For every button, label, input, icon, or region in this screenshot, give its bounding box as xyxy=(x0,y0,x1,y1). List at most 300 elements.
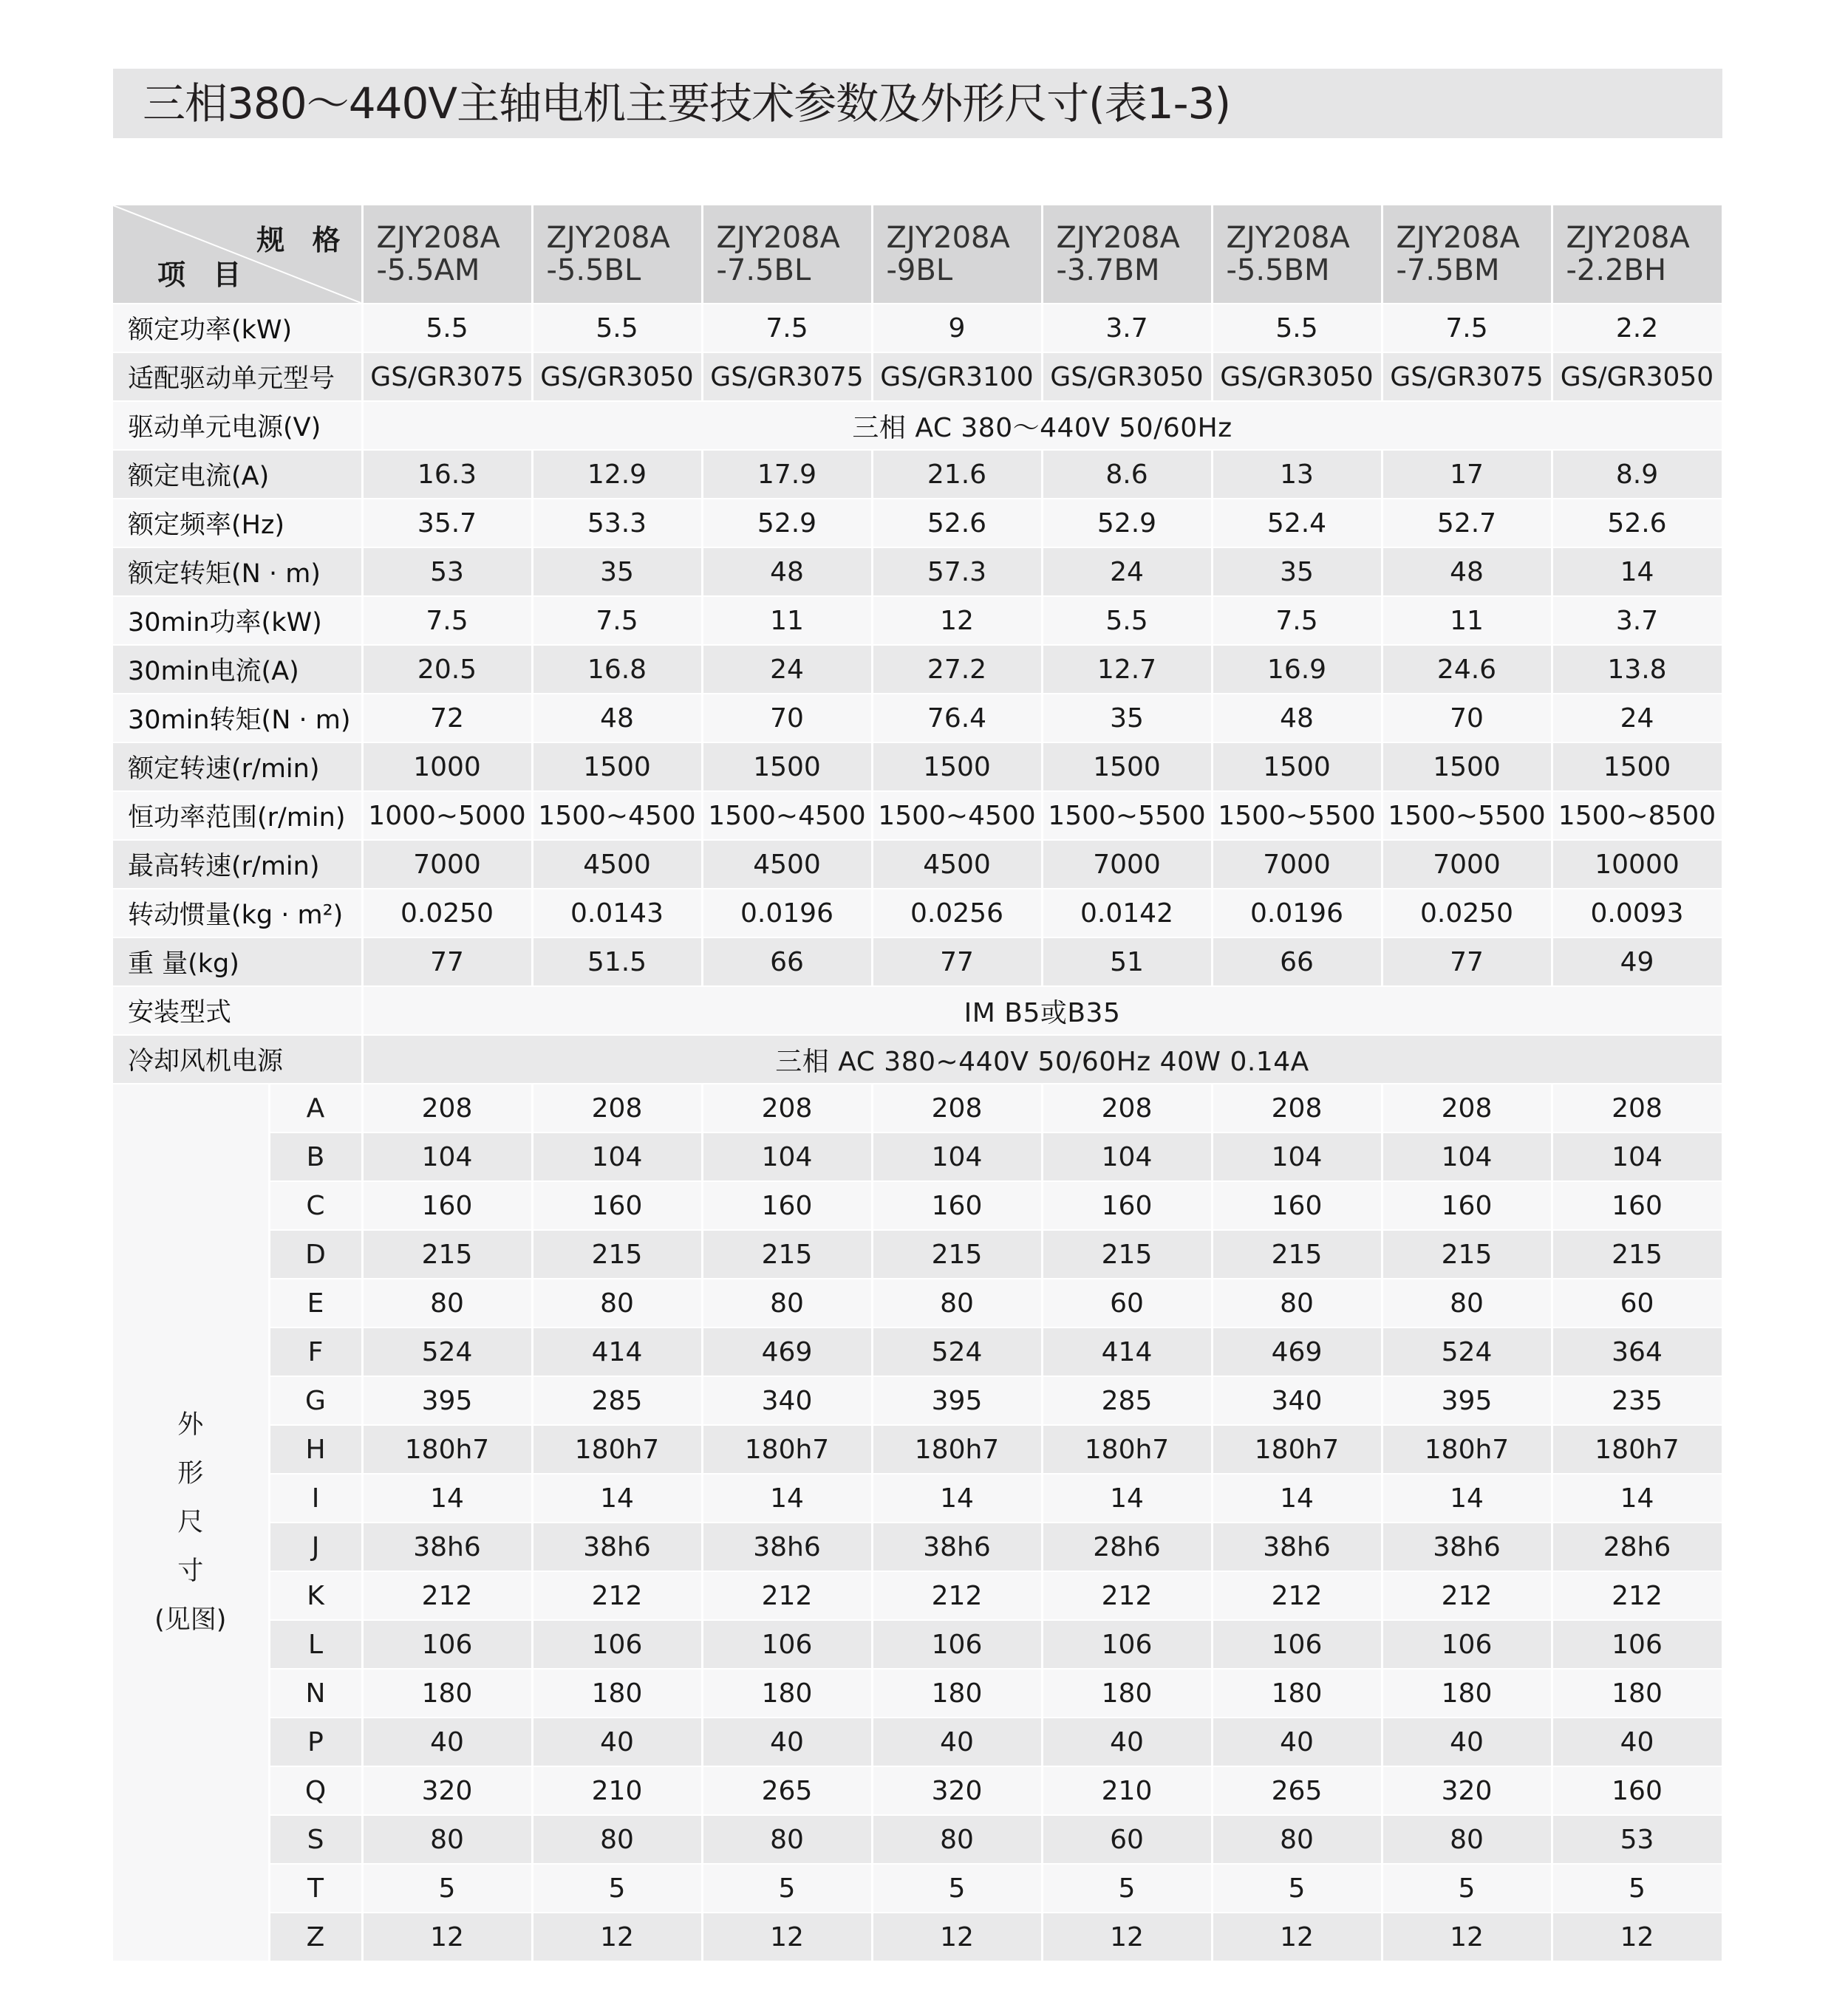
spec-row xyxy=(113,840,1722,889)
dimension-value: 160 xyxy=(1382,1181,1552,1230)
dimension-value: 38h6 xyxy=(532,1523,702,1571)
model-variant: -7.5BL xyxy=(716,253,811,287)
row-label: 额定功率(kW) xyxy=(113,304,362,352)
dimension-letter: F xyxy=(269,1328,362,1376)
row-merged-value: IM B5或B35 xyxy=(362,986,1722,1035)
spec-row xyxy=(113,1035,1722,1084)
spec-row xyxy=(113,889,1722,937)
dimension-value: 180 xyxy=(362,1669,532,1718)
dimension-value: 14 xyxy=(1212,1474,1382,1523)
dimension-value: 340 xyxy=(1212,1376,1382,1425)
cell-value: GS/GR3050 xyxy=(1212,352,1382,401)
corner-spec-label: 规 格 xyxy=(256,224,350,256)
cell-value: 52.9 xyxy=(1042,499,1212,547)
dimension-value: 160 xyxy=(1552,1181,1722,1230)
dimension-row xyxy=(113,1571,1722,1620)
dimension-value: 524 xyxy=(872,1328,1042,1376)
dimension-value: 208 xyxy=(1212,1084,1382,1132)
cell-value: 48 xyxy=(1212,694,1382,742)
dimension-value: 104 xyxy=(702,1132,872,1181)
dimension-value: 210 xyxy=(532,1766,702,1815)
cell-value: GS/GR3075 xyxy=(362,352,532,401)
dimension-letter: Z xyxy=(269,1913,362,1961)
dimension-value: 395 xyxy=(872,1376,1042,1425)
dimension-value: 40 xyxy=(532,1718,702,1766)
cell-value: 52.9 xyxy=(702,499,872,547)
dimension-value: 180h7 xyxy=(1382,1425,1552,1474)
cell-value: 11 xyxy=(1382,596,1552,645)
dimension-value: 208 xyxy=(1552,1084,1722,1132)
dimension-value: 212 xyxy=(1552,1571,1722,1620)
dimension-letter: J xyxy=(269,1523,362,1571)
cell-value: 7.5 xyxy=(362,596,532,645)
cell-value: 51 xyxy=(1042,937,1212,986)
dimension-letter: N xyxy=(269,1669,362,1718)
dimension-value: 180 xyxy=(1552,1669,1722,1718)
cell-value: 5.5 xyxy=(532,304,702,352)
model-name: ZJY208A xyxy=(1566,221,1690,255)
dimension-value: 12 xyxy=(362,1913,532,1961)
dimension-value: 160 xyxy=(702,1181,872,1230)
cell-value: 24.6 xyxy=(1382,645,1552,694)
cell-value: 3.7 xyxy=(1042,304,1212,352)
spec-row xyxy=(113,450,1722,499)
dimension-value: 14 xyxy=(702,1474,872,1523)
dimension-value: 104 xyxy=(1212,1132,1382,1181)
cell-value: 4500 xyxy=(532,840,702,889)
dimension-value: 180h7 xyxy=(1552,1425,1722,1474)
dimension-value: 180h7 xyxy=(1042,1425,1212,1474)
spec-row xyxy=(113,352,1722,401)
dimension-row xyxy=(113,1279,1722,1328)
cell-value: 76.4 xyxy=(872,694,1042,742)
cell-value: 77 xyxy=(872,937,1042,986)
dimension-value: 320 xyxy=(362,1766,532,1815)
dimension-value: 265 xyxy=(1212,1766,1382,1815)
cell-value: 52.6 xyxy=(1552,499,1722,547)
dimension-value: 80 xyxy=(872,1815,1042,1864)
cell-value: 1500 xyxy=(872,742,1042,791)
cell-value: 2.2 xyxy=(1552,304,1722,352)
cell-value: 1500~8500 xyxy=(1552,791,1722,840)
dimension-value: 80 xyxy=(1382,1279,1552,1328)
dimension-value: 38h6 xyxy=(362,1523,532,1571)
model-variant: -2.2BH xyxy=(1566,253,1667,287)
model-name: ZJY208A xyxy=(546,221,670,255)
cell-value: 7000 xyxy=(362,840,532,889)
dimension-value: 12 xyxy=(1212,1913,1382,1961)
dimension-row xyxy=(113,1132,1722,1181)
cell-value: 8.9 xyxy=(1552,450,1722,499)
dimension-letter: K xyxy=(269,1571,362,1620)
model-variant: -5.5BL xyxy=(546,253,641,287)
dimension-value: 212 xyxy=(362,1571,532,1620)
dimension-letter: B xyxy=(269,1132,362,1181)
cell-value: 7000 xyxy=(1042,840,1212,889)
cell-value: 1500 xyxy=(1552,742,1722,791)
dimension-value: 265 xyxy=(702,1766,872,1815)
dimension-value: 106 xyxy=(1042,1620,1212,1669)
dimension-value: 40 xyxy=(872,1718,1042,1766)
cell-value: 51.5 xyxy=(532,937,702,986)
cell-value: GS/GR3050 xyxy=(1552,352,1722,401)
model-variant: -9BL xyxy=(886,253,953,287)
dimension-value: 320 xyxy=(872,1766,1042,1815)
cell-value: 12 xyxy=(872,596,1042,645)
dimension-letter: S xyxy=(269,1815,362,1864)
dimension-value: 80 xyxy=(532,1815,702,1864)
cell-value: 53 xyxy=(362,547,532,596)
dimension-row xyxy=(113,1815,1722,1864)
dimension-value: 5 xyxy=(1212,1864,1382,1913)
dimension-value: 80 xyxy=(872,1279,1042,1328)
dimension-group-char: 尺 xyxy=(177,1508,204,1537)
dimension-value: 14 xyxy=(1382,1474,1552,1523)
cell-value: 1000~5000 xyxy=(362,791,532,840)
cell-value: 16.8 xyxy=(532,645,702,694)
cell-value: 20.5 xyxy=(362,645,532,694)
cell-value: 24 xyxy=(702,645,872,694)
dimension-row xyxy=(113,1181,1722,1230)
row-merged-value: 三相 AC 380~440V 50/60Hz 40W 0.14A xyxy=(362,1035,1722,1084)
cell-value: 27.2 xyxy=(872,645,1042,694)
model-name: ZJY208A xyxy=(886,221,1010,255)
cell-value: 1000 xyxy=(362,742,532,791)
cell-value: 49 xyxy=(1552,937,1722,986)
dimension-value: 80 xyxy=(532,1279,702,1328)
dimension-value: 215 xyxy=(1382,1230,1552,1279)
dimension-value: 38h6 xyxy=(872,1523,1042,1571)
model-variant: -7.5BM xyxy=(1396,253,1500,287)
dimension-value: 5 xyxy=(872,1864,1042,1913)
row-label: 驱动单元电源(V) xyxy=(113,401,362,450)
dimension-value: 12 xyxy=(532,1913,702,1961)
cell-value: 0.0143 xyxy=(532,889,702,937)
cell-value: 14 xyxy=(1552,547,1722,596)
spec-table-body xyxy=(113,205,1722,1961)
cell-value: 52.4 xyxy=(1212,499,1382,547)
cell-value: 1500 xyxy=(1382,742,1552,791)
dimension-value: 106 xyxy=(872,1620,1042,1669)
header-corner xyxy=(113,205,362,304)
dimension-value: 12 xyxy=(702,1913,872,1961)
dimension-value: 524 xyxy=(1382,1328,1552,1376)
dimension-value: 53 xyxy=(1552,1815,1722,1864)
cell-value: 11 xyxy=(702,596,872,645)
dimension-value: 469 xyxy=(702,1328,872,1376)
row-label: 重 量(kg) xyxy=(113,937,362,986)
dimension-value: 210 xyxy=(1042,1766,1212,1815)
row-label: 冷却风机电源 xyxy=(113,1035,362,1084)
dimension-value: 5 xyxy=(362,1864,532,1913)
cell-value: 5.5 xyxy=(362,304,532,352)
dimension-value: 212 xyxy=(1212,1571,1382,1620)
dimension-letter: T xyxy=(269,1864,362,1913)
dimension-value: 14 xyxy=(1552,1474,1722,1523)
dimension-row xyxy=(113,1718,1722,1766)
dimension-row xyxy=(113,1425,1722,1474)
dimension-value: 80 xyxy=(702,1815,872,1864)
dimension-value: 180h7 xyxy=(872,1425,1042,1474)
cell-value: 77 xyxy=(362,937,532,986)
dimension-value: 215 xyxy=(872,1230,1042,1279)
dimension-letter: L xyxy=(269,1620,362,1669)
dimension-value: 208 xyxy=(872,1084,1042,1132)
dimension-value: 160 xyxy=(532,1181,702,1230)
dimension-value: 80 xyxy=(1212,1279,1382,1328)
cell-value: 57.3 xyxy=(872,547,1042,596)
dimension-value: 104 xyxy=(1042,1132,1212,1181)
dimension-row xyxy=(113,1474,1722,1523)
cell-value: 1500~5500 xyxy=(1212,791,1382,840)
model-header-7 xyxy=(1552,205,1722,304)
cell-value: 0.0196 xyxy=(1212,889,1382,937)
row-label: 额定转速(r/min) xyxy=(113,742,362,791)
dimension-group-char: 外 xyxy=(177,1410,204,1440)
cell-value: 10000 xyxy=(1552,840,1722,889)
dimension-value: 38h6 xyxy=(1382,1523,1552,1571)
dimension-group-label xyxy=(113,1084,269,1961)
dimension-value: 320 xyxy=(1382,1766,1552,1815)
row-label: 最高转速(r/min) xyxy=(113,840,362,889)
model-header-1 xyxy=(532,205,702,304)
dimension-value: 12 xyxy=(1382,1913,1552,1961)
dimension-value: 14 xyxy=(1042,1474,1212,1523)
row-label: 转动惯量(kg · m²) xyxy=(113,889,362,937)
cell-value: 0.0142 xyxy=(1042,889,1212,937)
dimension-value: 180h7 xyxy=(702,1425,872,1474)
row-label: 额定频率(Hz) xyxy=(113,499,362,547)
cell-value: 1500 xyxy=(702,742,872,791)
dimension-value: 414 xyxy=(1042,1328,1212,1376)
model-variant: -3.7BM xyxy=(1056,253,1160,287)
cell-value: GS/GR3075 xyxy=(1382,352,1552,401)
dimension-letter: H xyxy=(269,1425,362,1474)
dimension-value: 180 xyxy=(702,1669,872,1718)
cell-value: 7.5 xyxy=(1382,304,1552,352)
dimension-value: 160 xyxy=(1212,1181,1382,1230)
dimension-value: 208 xyxy=(1042,1084,1212,1132)
dimension-letter: A xyxy=(269,1084,362,1132)
dimension-value: 12 xyxy=(1552,1913,1722,1961)
dimension-value: 208 xyxy=(1382,1084,1552,1132)
cell-value: 1500~5500 xyxy=(1382,791,1552,840)
dimension-value: 180h7 xyxy=(362,1425,532,1474)
dimension-value: 215 xyxy=(1552,1230,1722,1279)
dimension-value: 395 xyxy=(362,1376,532,1425)
cell-value: 52.6 xyxy=(872,499,1042,547)
dimension-value: 285 xyxy=(1042,1376,1212,1425)
dimension-row xyxy=(113,1376,1722,1425)
row-label: 30min转矩(N · m) xyxy=(113,694,362,742)
model-name: ZJY208A xyxy=(1396,221,1520,255)
dimension-value: 28h6 xyxy=(1042,1523,1212,1571)
cell-value: 17 xyxy=(1382,450,1552,499)
dimension-value: 60 xyxy=(1042,1279,1212,1328)
dimension-group-char: 寸 xyxy=(177,1557,204,1586)
cell-value: 52.7 xyxy=(1382,499,1552,547)
cell-value: 0.0196 xyxy=(702,889,872,937)
cell-value: 1500 xyxy=(532,742,702,791)
row-label: 30min功率(kW) xyxy=(113,596,362,645)
dimension-row xyxy=(113,1523,1722,1571)
dimension-row xyxy=(113,1620,1722,1669)
cell-value: 35 xyxy=(1212,547,1382,596)
cell-value: 7.5 xyxy=(702,304,872,352)
cell-value: 0.0250 xyxy=(362,889,532,937)
cell-value: 24 xyxy=(1042,547,1212,596)
dimension-value: 5 xyxy=(532,1864,702,1913)
dimension-value: 104 xyxy=(1382,1132,1552,1181)
spec-row xyxy=(113,937,1722,986)
dimension-value: 14 xyxy=(362,1474,532,1523)
dimension-value: 340 xyxy=(702,1376,872,1425)
cell-value: 66 xyxy=(702,937,872,986)
dimension-value: 160 xyxy=(362,1181,532,1230)
spec-row xyxy=(113,645,1722,694)
dimension-letter: D xyxy=(269,1230,362,1279)
cell-value: 12.7 xyxy=(1042,645,1212,694)
dimension-value: 80 xyxy=(362,1279,532,1328)
cell-value: 1500~4500 xyxy=(532,791,702,840)
dimension-value: 104 xyxy=(532,1132,702,1181)
model-variant: -5.5AM xyxy=(376,253,480,287)
dimension-value: 160 xyxy=(872,1181,1042,1230)
dimension-row xyxy=(113,1766,1722,1815)
dimension-value: 106 xyxy=(362,1620,532,1669)
dimension-value: 215 xyxy=(532,1230,702,1279)
dimension-letter: G xyxy=(269,1376,362,1425)
model-header-4 xyxy=(1042,205,1212,304)
dimension-value: 180 xyxy=(1042,1669,1212,1718)
cell-value: 21.6 xyxy=(872,450,1042,499)
spec-row xyxy=(113,742,1722,791)
row-label: 适配驱动单元型号 xyxy=(113,352,362,401)
cell-value: 16.9 xyxy=(1212,645,1382,694)
cell-value: 48 xyxy=(532,694,702,742)
dimension-letter: E xyxy=(269,1279,362,1328)
cell-value: GS/GR3050 xyxy=(532,352,702,401)
cell-value: 4500 xyxy=(872,840,1042,889)
dimension-letter: Q xyxy=(269,1766,362,1815)
dimension-value: 215 xyxy=(1042,1230,1212,1279)
dimension-value: 104 xyxy=(362,1132,532,1181)
dimension-value: 180h7 xyxy=(532,1425,702,1474)
dimension-value: 5 xyxy=(1382,1864,1552,1913)
spec-row xyxy=(113,694,1722,742)
cell-value: 1500~4500 xyxy=(702,791,872,840)
dimension-value: 180 xyxy=(872,1669,1042,1718)
dimension-value: 414 xyxy=(532,1328,702,1376)
dimension-value: 212 xyxy=(1042,1571,1212,1620)
cell-value: 1500 xyxy=(1042,742,1212,791)
model-name: ZJY208A xyxy=(376,221,500,255)
cell-value: 5.5 xyxy=(1212,304,1382,352)
dimension-value: 180h7 xyxy=(1212,1425,1382,1474)
dimension-value: 106 xyxy=(532,1620,702,1669)
cell-value: 66 xyxy=(1212,937,1382,986)
dimension-value: 12 xyxy=(872,1913,1042,1961)
spec-row xyxy=(113,499,1722,547)
cell-value: 0.0256 xyxy=(872,889,1042,937)
dimension-value: 212 xyxy=(872,1571,1042,1620)
row-merged-value: 三相 AC 380～440V 50/60Hz xyxy=(362,401,1722,450)
cell-value: 35.7 xyxy=(362,499,532,547)
cell-value: 8.6 xyxy=(1042,450,1212,499)
cell-value: GS/GR3075 xyxy=(702,352,872,401)
cell-value: 70 xyxy=(702,694,872,742)
dimension-value: 215 xyxy=(702,1230,872,1279)
dimension-value: 28h6 xyxy=(1552,1523,1722,1571)
spec-table xyxy=(113,205,1724,1962)
row-label: 恒功率范围(r/min) xyxy=(113,791,362,840)
model-header-2 xyxy=(702,205,872,304)
model-header-6 xyxy=(1382,205,1552,304)
dimension-value: 285 xyxy=(532,1376,702,1425)
dimension-value: 212 xyxy=(1382,1571,1552,1620)
row-label: 额定电流(A) xyxy=(113,450,362,499)
cell-value: 0.0250 xyxy=(1382,889,1552,937)
row-label: 额定转矩(N · m) xyxy=(113,547,362,596)
title-bar xyxy=(113,69,1722,138)
cell-value: 53.3 xyxy=(532,499,702,547)
dimension-value: 469 xyxy=(1212,1328,1382,1376)
dimension-row xyxy=(113,1669,1722,1718)
model-name: ZJY208A xyxy=(716,221,840,255)
dimension-value: 208 xyxy=(702,1084,872,1132)
row-label: 安装型式 xyxy=(113,986,362,1035)
dimension-value: 106 xyxy=(1552,1620,1722,1669)
dimension-value: 208 xyxy=(532,1084,702,1132)
dimension-value: 40 xyxy=(1552,1718,1722,1766)
dimension-value: 524 xyxy=(362,1328,532,1376)
dimension-group-char: 形 xyxy=(177,1459,204,1489)
dimension-value: 104 xyxy=(872,1132,1042,1181)
dimension-value: 38h6 xyxy=(1212,1523,1382,1571)
cell-value: 72 xyxy=(362,694,532,742)
spec-row xyxy=(113,596,1722,645)
dimension-value: 215 xyxy=(1212,1230,1382,1279)
dimension-value: 106 xyxy=(702,1620,872,1669)
dimension-value: 212 xyxy=(702,1571,872,1620)
cell-value: 0.0093 xyxy=(1552,889,1722,937)
dimension-row xyxy=(113,1864,1722,1913)
cell-value: 77 xyxy=(1382,937,1552,986)
cell-value: 35 xyxy=(1042,694,1212,742)
spec-row xyxy=(113,547,1722,596)
corner-item-label: 项 目 xyxy=(157,259,250,291)
model-header-3 xyxy=(872,205,1042,304)
dimension-value: 160 xyxy=(1552,1766,1722,1815)
dimension-value: 38h6 xyxy=(702,1523,872,1571)
cell-value: 1500~4500 xyxy=(872,791,1042,840)
dimension-value: 40 xyxy=(362,1718,532,1766)
dimension-value: 14 xyxy=(872,1474,1042,1523)
dimension-value: 80 xyxy=(362,1815,532,1864)
cell-value: 17.9 xyxy=(702,450,872,499)
dimension-value: 395 xyxy=(1382,1376,1552,1425)
cell-value: 12.9 xyxy=(532,450,702,499)
spec-row xyxy=(113,304,1722,352)
cell-value: 1500 xyxy=(1212,742,1382,791)
cell-value: 1500~5500 xyxy=(1042,791,1212,840)
dimension-value: 60 xyxy=(1042,1815,1212,1864)
model-header-0 xyxy=(362,205,532,304)
dimension-row xyxy=(113,1084,1722,1132)
cell-value: GS/GR3100 xyxy=(872,352,1042,401)
dimension-value: 215 xyxy=(362,1230,532,1279)
dimension-row xyxy=(113,1230,1722,1279)
